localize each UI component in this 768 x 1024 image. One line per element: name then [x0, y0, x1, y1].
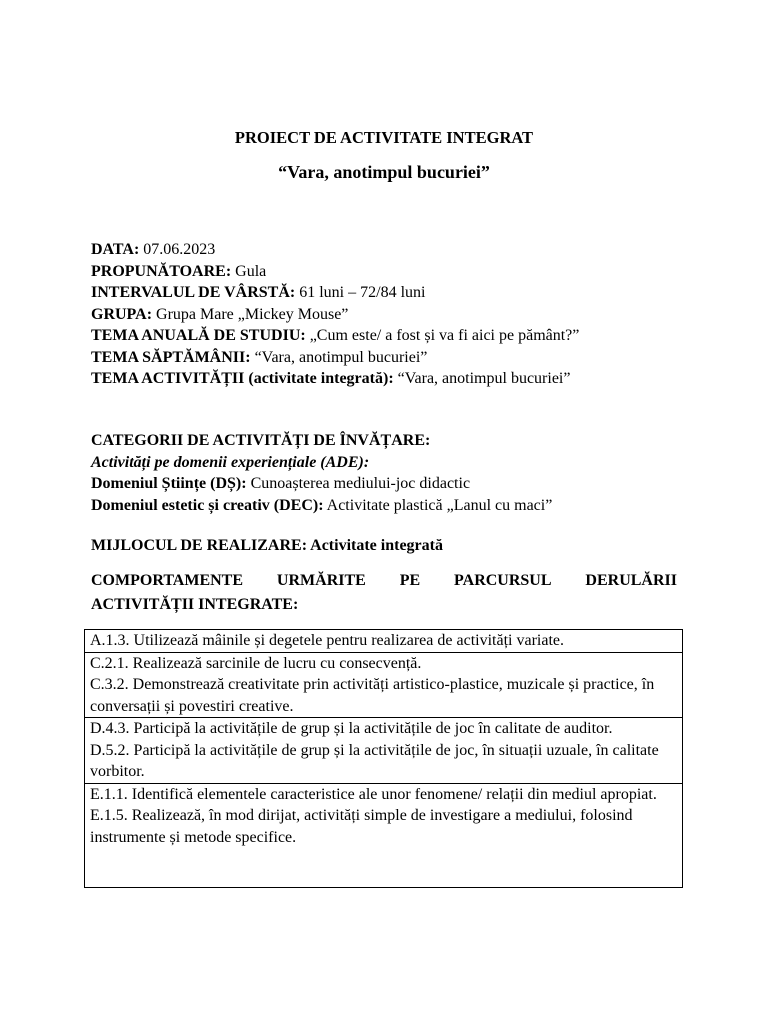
competence-a13: A.1.3. Utilizează mâinile și degetele pentru realizarea de activități variate.: [90, 632, 564, 649]
info-week-theme: [91, 347, 691, 369]
categories-dec: [91, 495, 691, 517]
categories-ds: [91, 473, 691, 495]
info-age-interval: [91, 282, 691, 304]
table-row: [85, 718, 683, 784]
info-group: [91, 304, 691, 326]
behaviours-word-5: DERULĂRII: [585, 572, 677, 589]
competence-d43: D.4.3. Participă la activitățile de grup și la activitățile de joc în calitate de auditor.: [90, 720, 613, 737]
info-annual-theme-value: „Cum este/ a fost și va fi aici pe pământ?”: [305, 327, 580, 344]
activity-categories: [91, 430, 691, 516]
categories-heading: CATEGORII DE ACTIVITĂȚI DE ÎNVĂȚARE:: [91, 432, 431, 449]
info-proposer-label: PROPUNĂTOARE:: [91, 262, 232, 280]
categories-dec-label: Domeniul estetic și creativ (DEC):: [91, 496, 324, 514]
info-date: [91, 239, 691, 261]
table-cell: [85, 652, 683, 718]
info-date-label: DATA:: [91, 241, 140, 258]
realization-method-label: MIJLOCUL DE REALIZARE:: [91, 537, 308, 554]
categories-ds-value: Cunoașterea mediului-joc didactic: [246, 475, 471, 492]
competence-e15: E.1.5. Realizează, în mod dirijat, activități simple de investigare a mediului, folosind instrumente și metode specifice.: [90, 807, 633, 846]
document-title: PROIECT DE ACTIVITATE INTEGRAT: [234, 128, 534, 147]
info-week-theme-value: “Vara, anotimpul bucuriei”: [250, 348, 428, 366]
info-group-label: GRUPA:: [91, 305, 153, 323]
competence-e11: E.1.1. Identifică elementele caracteristice ale unor fenomene/ relații din mediul apropiat.: [90, 785, 657, 803]
behaviours-heading-line2: ACTIVITĂȚII INTEGRATE:: [91, 596, 299, 613]
competence-d52: D.5.2. Participă la activitățile de grup și la activitățile de joc, în situații uzuale, în calitate vorbitor.: [90, 741, 659, 780]
behaviours-word-4: PARCURSUL: [454, 572, 552, 589]
behaviours-word-1: COMPORTAMENTE: [91, 572, 244, 589]
table-row: [85, 783, 683, 887]
table-cell: [85, 783, 683, 887]
realization-method-value: Activitate integrată: [307, 537, 443, 554]
info-proposer-value: Gula: [231, 262, 267, 280]
info-annual-theme-label: TEMA ANUALĂ DE STUDIU:: [91, 327, 306, 344]
info-activity-theme-value: “Vara, anotimpul bucuriei”: [393, 370, 571, 387]
info-activity-theme-label: TEMA ACTIVITĂȚII (activitate integrată):: [91, 370, 394, 387]
realization-method: [91, 535, 691, 556]
project-info: [91, 239, 691, 390]
behaviours-table: [84, 629, 683, 888]
table-cell: [85, 630, 683, 653]
categories-ade: Activități pe domenii experiențiale (ADE):: [91, 453, 370, 471]
competence-c32: C.3.2. Demonstrează creativitate prin activități artistico-plastice, muzicale și practice, în conversații și povestiri creative.: [90, 676, 655, 715]
info-week-theme-label: TEMA SĂPTĂMÂNII:: [91, 348, 251, 366]
info-age-interval-label: INTERVALUL DE VÂRSTĂ:: [91, 284, 296, 301]
table-cell: [85, 718, 683, 784]
behaviours-word-2: URMĂRITE: [276, 572, 366, 589]
info-activity-theme: [91, 368, 691, 390]
table-row: [85, 652, 683, 718]
info-proposer: [91, 261, 691, 283]
info-group-value: Grupa Mare „Mickey Mouse”: [152, 305, 349, 323]
categories-dec-value: Activitate plastică „Lanul cu maci”: [323, 496, 553, 514]
info-annual-theme: [91, 325, 691, 347]
categories-ds-label: Domeniul Științe (DȘ):: [91, 475, 247, 492]
info-date-value: 07.06.2023: [139, 241, 216, 258]
competence-c21: C.2.1. Realizează sarcinile de lucru cu consecvență.: [90, 654, 422, 672]
behaviours-heading: [91, 569, 677, 617]
info-age-interval-value: 61 luni – 72/84 luni: [295, 284, 426, 301]
document-subtitle: “Vara, anotimpul bucuriei”: [278, 162, 490, 182]
table-row: [85, 630, 683, 653]
behaviours-word-3: PE: [399, 572, 421, 589]
